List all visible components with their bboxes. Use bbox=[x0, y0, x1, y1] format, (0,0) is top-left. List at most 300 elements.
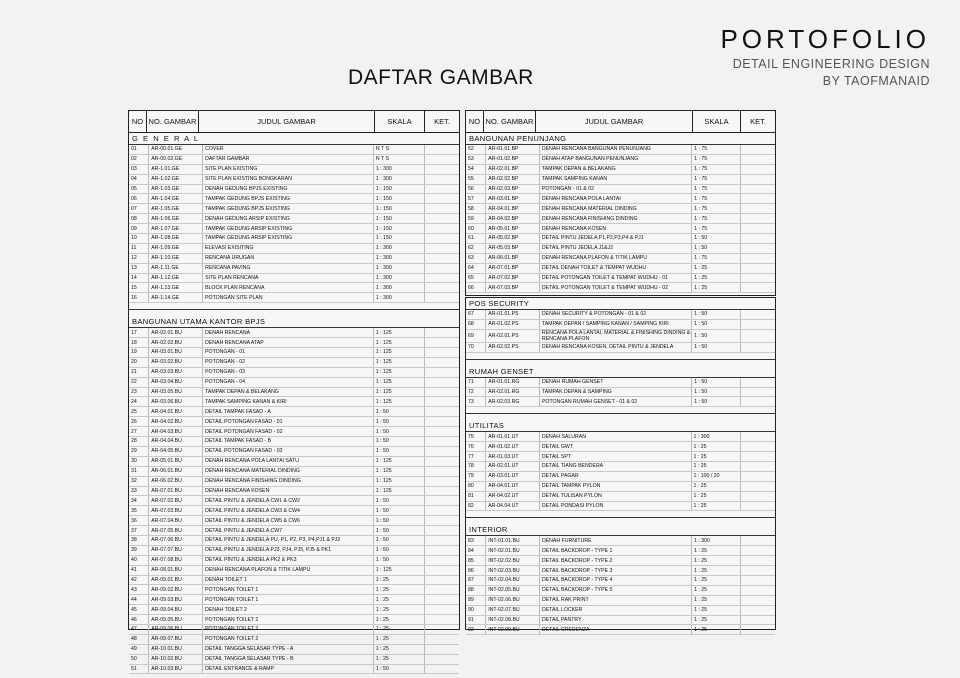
cell-scale: 1 : 50 bbox=[373, 417, 424, 427]
cell-code: AR-02.01.RG bbox=[486, 387, 540, 397]
cell-title: DENAH RENCANA ATAP bbox=[203, 338, 374, 348]
table-row bbox=[129, 407, 459, 417]
cell-no: 27 bbox=[129, 427, 149, 437]
cell-scale: 1 : 25 bbox=[691, 462, 741, 472]
cell-no: 40 bbox=[129, 555, 149, 565]
cell-code: AR-1.01.GE bbox=[149, 164, 203, 174]
table-row bbox=[466, 184, 775, 194]
table-row bbox=[129, 446, 459, 456]
cell-no: 50 bbox=[129, 654, 149, 664]
cell-code: INT-02.04.BU bbox=[486, 576, 540, 586]
cell-title: POTONGAN TOILET 1 bbox=[203, 585, 374, 595]
cell-code: INT-02.03.BU bbox=[486, 566, 540, 576]
cell-scale: N T S bbox=[373, 145, 424, 154]
cell-ket bbox=[424, 456, 459, 466]
cell-title: RENCANA POLA LANTAI, MATERIAL & FINISHING DINDING & RENCANA PLAFON bbox=[539, 329, 691, 342]
cell-title: SITE PLAN EXISTING bbox=[203, 164, 374, 174]
drawing-list-right-bottom bbox=[465, 297, 776, 633]
table-row bbox=[129, 496, 459, 506]
cell-title: DETAIL PINTU JEDELA J1&J2 bbox=[539, 243, 691, 253]
cell-scale: 1 : 300 bbox=[373, 243, 424, 253]
cell-ket bbox=[424, 496, 459, 506]
cell-code: AR-02.01.UT bbox=[486, 462, 540, 472]
section-title: BANGUNAN UTAMA KANTOR BPJS bbox=[129, 316, 459, 328]
cell-ket bbox=[741, 442, 775, 452]
table-row bbox=[129, 634, 459, 644]
cell-ket bbox=[741, 164, 775, 174]
cell-title: DETAIL BACKDROP - TYPE 3 bbox=[539, 566, 691, 576]
cell-code: INT-02.06.BU bbox=[486, 595, 540, 605]
cell-code: AR-03.01.UT bbox=[486, 471, 540, 481]
cell-ket bbox=[741, 214, 775, 224]
table-row bbox=[466, 471, 775, 481]
cell-ket bbox=[424, 516, 459, 526]
cell-ket bbox=[741, 154, 775, 164]
cell-no: 03 bbox=[129, 164, 149, 174]
cell-code: AR-02.01.BU bbox=[149, 328, 203, 337]
cell-scale: 1 : 75 bbox=[692, 145, 741, 154]
table-row bbox=[466, 194, 775, 204]
cell-no: 59 bbox=[466, 214, 486, 224]
cell-scale: 1 : 50 bbox=[373, 545, 424, 555]
cell-title: DENAH RENCANA KOSEN bbox=[203, 486, 374, 496]
cell-code: INT-02.08.BU bbox=[486, 615, 540, 625]
table-row bbox=[129, 486, 459, 496]
cell-scale: 1 : 50 bbox=[692, 243, 741, 253]
cell-scale: 1 : 50 bbox=[373, 496, 424, 506]
cell-title: DENAH RENCANA FINISHING DINDING bbox=[539, 214, 691, 224]
cell-no: 05 bbox=[129, 184, 149, 194]
cell-title: RENCANA PAVING bbox=[203, 263, 374, 273]
cell-title: DETAIL GWT bbox=[539, 442, 691, 452]
cell-title: DETAIL TIANG BENDERA bbox=[539, 462, 691, 472]
table-row bbox=[466, 319, 775, 329]
cell-scale: 1 : 50 bbox=[373, 516, 424, 526]
cell-title: DENAH RENCANA bbox=[203, 328, 374, 337]
cell-ket bbox=[424, 506, 459, 516]
table-row bbox=[129, 575, 459, 585]
cell-code: AR-1.14.GE bbox=[149, 293, 203, 303]
table-row bbox=[466, 585, 775, 595]
cell-ket bbox=[424, 654, 459, 664]
cell-title: DETAIL TAMPAK FASAD - A bbox=[203, 407, 374, 417]
cell-scale: 1 : 25 bbox=[692, 273, 741, 283]
table-row bbox=[129, 145, 459, 154]
cell-scale: 1 : 300 bbox=[692, 536, 741, 545]
cell-code: AR-07.03.BP bbox=[486, 283, 540, 293]
cell-title: DETAIL SPT bbox=[539, 452, 691, 462]
table-row bbox=[466, 491, 775, 501]
cell-code: AR-05.02.BP bbox=[486, 234, 540, 244]
cell-ket bbox=[424, 377, 459, 387]
cell-ket bbox=[741, 481, 775, 491]
cell-no: 84 bbox=[466, 546, 486, 556]
cell-ket bbox=[424, 555, 459, 565]
cell-no: 19 bbox=[129, 348, 149, 358]
cell-ket bbox=[424, 605, 459, 615]
cell-scale: 1 : 75 bbox=[692, 253, 741, 263]
cell-code: AR-07.05.BU bbox=[149, 526, 203, 536]
cell-ket bbox=[424, 293, 459, 303]
cell-scale: 1 : 50 bbox=[373, 446, 424, 456]
cell-no: 92 bbox=[466, 625, 486, 635]
cell-title: RENCANA URUGAN bbox=[203, 253, 374, 263]
table-row bbox=[129, 506, 459, 516]
cell-code: INT-02.01.BU bbox=[486, 546, 540, 556]
cell-title: DETAIL RAK PRINT bbox=[539, 595, 691, 605]
table-row bbox=[466, 329, 775, 342]
section-divider bbox=[466, 359, 775, 366]
cell-no: 63 bbox=[466, 253, 486, 263]
cell-scale: 1 : 25 bbox=[692, 566, 741, 576]
table-row bbox=[129, 253, 459, 263]
cell-ket bbox=[424, 253, 459, 263]
cell-code: AR-06.01.BP bbox=[486, 253, 540, 263]
cell-scale: 1 : 50 bbox=[692, 329, 741, 342]
cell-no: 88 bbox=[466, 585, 486, 595]
section-table bbox=[466, 536, 775, 635]
cell-no: 52 bbox=[466, 145, 486, 154]
cell-code: AR-08.01.BU bbox=[149, 565, 203, 575]
cell-title: POTONGAN - 04 bbox=[203, 377, 374, 387]
section-table bbox=[466, 310, 775, 353]
cell-ket bbox=[424, 224, 459, 234]
cell-code: AR-03.04.BU bbox=[149, 377, 203, 387]
cell-ket bbox=[424, 263, 459, 273]
cell-ket bbox=[741, 462, 775, 472]
table-row bbox=[129, 535, 459, 545]
cell-no: 66 bbox=[466, 283, 486, 293]
cell-ket bbox=[424, 486, 459, 496]
cell-scale: 1 : 50 bbox=[692, 234, 741, 244]
cell-no: 07 bbox=[129, 204, 149, 214]
cell-ket bbox=[741, 556, 775, 566]
cell-code: AR-1.03.GE bbox=[149, 184, 203, 194]
cell-ket bbox=[741, 224, 775, 234]
cell-title: DETAIL PINTU & JENDELA PJ3, PJ4, PJ5, PJ5 & PK1 bbox=[203, 545, 374, 555]
section-rumah-genset bbox=[466, 366, 775, 408]
cell-code: AR-04.01.BU bbox=[149, 407, 203, 417]
cell-title: DENAH RENCANA POLA LANTAI bbox=[539, 194, 691, 204]
cell-code: AR-09.06.BU bbox=[149, 624, 203, 634]
cell-no: 82 bbox=[466, 501, 486, 511]
cell-code: AR-01.02.PS bbox=[486, 319, 540, 329]
cell-no: 30 bbox=[129, 456, 149, 466]
cell-ket bbox=[424, 624, 459, 634]
table-row bbox=[466, 145, 775, 154]
cell-ket bbox=[741, 310, 775, 319]
cell-no: 14 bbox=[129, 273, 149, 283]
cell-code: AR-04.02.UT bbox=[486, 491, 540, 501]
cell-code: AR-03.03.BU bbox=[149, 367, 203, 377]
section-title: POS SECURITY bbox=[466, 298, 775, 310]
cell-ket bbox=[424, 243, 459, 253]
table-row bbox=[466, 387, 775, 397]
table-row bbox=[129, 194, 459, 204]
cell-scale: N T S bbox=[373, 154, 424, 164]
cell-scale: 1 : 25 bbox=[692, 585, 741, 595]
cell-scale: 1 : 300 bbox=[691, 432, 741, 441]
cell-scale: 1 : 300 bbox=[373, 293, 424, 303]
cell-no: 86 bbox=[466, 566, 486, 576]
section-interior bbox=[466, 524, 775, 635]
cell-code: INT-01.01.BU bbox=[486, 536, 540, 545]
table-row bbox=[466, 546, 775, 556]
table-row bbox=[466, 481, 775, 491]
cell-ket bbox=[741, 194, 775, 204]
cell-scale: 1 : 300 bbox=[373, 253, 424, 263]
cell-code: AR-01.01.RG bbox=[486, 378, 540, 387]
cell-no: 11 bbox=[129, 243, 149, 253]
cell-code: AR-09.07.BU bbox=[149, 634, 203, 644]
cell-code: AR-05.03.BP bbox=[486, 243, 540, 253]
cell-title: TAMPAK DEPAN & BELAKANG bbox=[203, 387, 374, 397]
section-bangunan-penunjang bbox=[466, 133, 775, 293]
cell-scale: 1 : 75 bbox=[692, 224, 741, 234]
cell-no: 37 bbox=[129, 526, 149, 536]
cell-code: AR-02.02.BP bbox=[486, 174, 540, 184]
cell-title: TAMPAK SAMPING KANAN bbox=[539, 174, 691, 184]
cell-code: AR-1.13.GE bbox=[149, 283, 203, 293]
cell-code: AR-09.04.BU bbox=[149, 605, 203, 615]
table-row bbox=[466, 253, 775, 263]
header-scale: SKALA bbox=[693, 111, 741, 132]
cell-ket bbox=[741, 615, 775, 625]
cell-scale: 1 : 300 bbox=[373, 164, 424, 174]
cell-code: AR-1.06.GE bbox=[149, 214, 203, 224]
cell-no: 77 bbox=[466, 452, 486, 462]
page-title: DAFTAR GAMBAR bbox=[348, 66, 534, 89]
section-divider bbox=[129, 309, 459, 316]
cell-no: 49 bbox=[129, 644, 149, 654]
cell-code: AR-04.04.UT bbox=[486, 501, 540, 511]
table-row bbox=[129, 555, 459, 565]
header-ket: KET. bbox=[434, 117, 450, 126]
section-table bbox=[129, 145, 459, 303]
cell-ket bbox=[741, 342, 775, 352]
cell-ket bbox=[741, 273, 775, 283]
cell-code: AR-01.01.PS bbox=[486, 310, 540, 319]
cell-code: AR-06.02.BU bbox=[149, 476, 203, 486]
table-row bbox=[129, 437, 459, 447]
cell-scale: 1 : 50 bbox=[692, 378, 741, 387]
table-row bbox=[129, 545, 459, 555]
cell-no: 33 bbox=[129, 486, 149, 496]
cell-ket bbox=[741, 204, 775, 214]
cell-scale: 1 : 25 bbox=[373, 585, 424, 595]
cell-ket bbox=[741, 432, 775, 441]
cell-ket bbox=[424, 273, 459, 283]
cell-no: 44 bbox=[129, 595, 149, 605]
cell-ket bbox=[424, 535, 459, 545]
brand-title: PORTOFOLIO bbox=[720, 24, 930, 54]
cell-no: 18 bbox=[129, 338, 149, 348]
cell-scale: 1 : 50 bbox=[373, 437, 424, 447]
cell-no: 15 bbox=[129, 283, 149, 293]
cell-no: 72 bbox=[466, 387, 486, 397]
cell-title: POTONGAN TOILET 2 bbox=[203, 634, 374, 644]
table-row bbox=[129, 654, 459, 664]
cell-code: AR-02.02.BU bbox=[149, 338, 203, 348]
header-ket: KET. bbox=[750, 117, 766, 126]
cell-title: TAMPAK GEDUNG BPJS EXISTING bbox=[203, 194, 374, 204]
cell-scale: 1 : 25 bbox=[691, 442, 741, 452]
cell-code: AR-1.09.GE bbox=[149, 243, 203, 253]
cell-scale: 1 : 25 bbox=[692, 615, 741, 625]
cell-scale: 1 : 25 bbox=[373, 595, 424, 605]
cell-ket bbox=[424, 575, 459, 585]
cell-code: AR-1.11.GE bbox=[149, 263, 203, 273]
table-row bbox=[129, 234, 459, 244]
cell-scale: 1 : 150 bbox=[373, 234, 424, 244]
cell-title: DENAH RENCANA PLAFON & TITIK LAMPU bbox=[203, 565, 374, 575]
cell-code: AR-07.03.BU bbox=[149, 506, 203, 516]
cell-no: 20 bbox=[129, 357, 149, 367]
cell-code: AR-09.02.BU bbox=[149, 585, 203, 595]
cell-no: 38 bbox=[129, 535, 149, 545]
cell-scale: 1 : 25 bbox=[373, 654, 424, 664]
cell-scale: 1 : 25 bbox=[373, 605, 424, 615]
cell-scale: 1 : 125 bbox=[373, 387, 424, 397]
cell-ket bbox=[741, 576, 775, 586]
section-divider bbox=[466, 517, 775, 524]
cell-code: AR-1.05.GE bbox=[149, 204, 203, 214]
cell-no: 56 bbox=[466, 184, 486, 194]
cell-no: 51 bbox=[129, 664, 149, 674]
cell-title: DETAIL TULISAN PYLON bbox=[539, 491, 691, 501]
cell-title: TAMPAK GEDUNG ARSIP EXISTING bbox=[203, 224, 374, 234]
cell-no: 80 bbox=[466, 481, 486, 491]
cell-code: AR-10.03.BU bbox=[149, 664, 203, 674]
cell-scale: 1 : 25 bbox=[692, 595, 741, 605]
table-row bbox=[129, 526, 459, 536]
section-title: BANGUNAN PENUNJANG bbox=[466, 133, 775, 145]
cell-ket bbox=[741, 263, 775, 273]
cell-ket bbox=[741, 234, 775, 244]
table-row bbox=[466, 204, 775, 214]
section-table bbox=[466, 145, 775, 293]
cell-no: 76 bbox=[466, 442, 486, 452]
drawing-list-right-top bbox=[465, 110, 776, 296]
cell-title: DETAIL TANGGA SELASAR TYPE - B bbox=[203, 654, 374, 664]
cell-title: BLOCK PLAN RENCANA bbox=[203, 283, 374, 293]
cell-code: AR-10.02.BU bbox=[149, 654, 203, 664]
cell-title: DENAH RENCANA KOSEN bbox=[539, 224, 691, 234]
cell-code: AR-03.01.BP bbox=[486, 194, 540, 204]
table-row bbox=[129, 605, 459, 615]
cell-title: DENAH TOILET 2 bbox=[203, 605, 374, 615]
cell-title: DETAIL ENTRANCE & RAMP bbox=[203, 664, 374, 674]
cell-title: TAMPAK DEPAN / SAMPING KANAN / SAMPING KIRI bbox=[539, 319, 691, 329]
cell-code: AR-01.02.UT bbox=[486, 442, 540, 452]
cell-scale: 1 : 75 bbox=[692, 214, 741, 224]
table-row bbox=[466, 224, 775, 234]
cell-ket bbox=[424, 234, 459, 244]
cell-no: 69 bbox=[466, 329, 486, 342]
table-row bbox=[129, 154, 459, 164]
cell-title: TAMPAK GEDUNG BPJS EXISTING bbox=[203, 204, 374, 214]
brand-subtitle: DETAIL ENGINEERING DESIGN bbox=[732, 57, 930, 71]
cell-no: 70 bbox=[466, 342, 486, 352]
cell-no: 60 bbox=[466, 224, 486, 234]
cell-title: DENAH SALURAN bbox=[539, 432, 691, 441]
section-pos-security bbox=[466, 298, 775, 353]
cell-no: 41 bbox=[129, 565, 149, 575]
cell-title: TAMPAK GEDUNG ARSIP EXISTING bbox=[203, 234, 374, 244]
cell-title: DETAIL PINTU & JENDELA PK2 & PK3 bbox=[203, 555, 374, 565]
cell-title: DENAH GEDUNG ARSIP EXISTING bbox=[203, 214, 374, 224]
header-no: NO bbox=[129, 111, 147, 132]
cell-title: DETAIL POTONGAN FASAD - 02 bbox=[203, 427, 374, 437]
cell-ket bbox=[424, 194, 459, 204]
cell-title: DENAH RENCANA KOSEN, DETAIL PINTU & JENDELA bbox=[539, 342, 691, 352]
cell-scale: 1 : 50 bbox=[373, 526, 424, 536]
header-title: JUDUL GAMBAR bbox=[199, 111, 375, 132]
table-row bbox=[129, 367, 459, 377]
cell-scale: 1 : 25 bbox=[373, 624, 424, 634]
cell-code: AR-09.01.BU bbox=[149, 575, 203, 585]
cell-title: POTONGAN RUMAH GENSET - 01 & 02 bbox=[539, 397, 691, 407]
cell-scale: 1 : 25 bbox=[373, 615, 424, 625]
cell-no: 04 bbox=[129, 174, 149, 184]
cell-ket bbox=[741, 145, 775, 154]
cell-scale: 1 : 300 bbox=[373, 263, 424, 273]
section-table bbox=[129, 328, 459, 674]
cell-title: DETAIL PANTRY bbox=[539, 615, 691, 625]
cell-code: AR-07.06.BU bbox=[149, 535, 203, 545]
cell-code: AR-01.01.UT bbox=[486, 432, 540, 441]
cell-no: 83 bbox=[466, 536, 486, 545]
cell-no: 46 bbox=[129, 615, 149, 625]
cell-scale: 1 : 25 bbox=[692, 283, 741, 293]
cell-code: AR-02.01.PS bbox=[486, 329, 540, 342]
table-row bbox=[129, 565, 459, 575]
cell-no: 25 bbox=[129, 407, 149, 417]
cell-ket bbox=[741, 253, 775, 263]
cell-code: AR-07.01.BU bbox=[149, 486, 203, 496]
cell-ket bbox=[424, 204, 459, 214]
cell-no: 32 bbox=[129, 476, 149, 486]
table-row bbox=[129, 184, 459, 194]
cell-ket bbox=[741, 184, 775, 194]
cell-title: DETAIL DENAH TOILET & TEMPAT WUDHU bbox=[539, 263, 691, 273]
cell-ket bbox=[424, 466, 459, 476]
cell-title: DETAIL PINTU & JENDELA CW7 bbox=[203, 526, 374, 536]
section-table bbox=[466, 432, 775, 511]
cell-ket bbox=[424, 184, 459, 194]
table-row bbox=[129, 243, 459, 253]
cell-scale: 1 : 50 bbox=[692, 319, 741, 329]
cell-code: AR-04.01.BP bbox=[486, 204, 540, 214]
cell-ket bbox=[741, 595, 775, 605]
cell-ket bbox=[424, 407, 459, 417]
section-general bbox=[129, 133, 459, 303]
cell-scale: 1 : 50 bbox=[373, 506, 424, 516]
cell-no: 26 bbox=[129, 417, 149, 427]
cell-ket bbox=[741, 536, 775, 545]
cell-ket bbox=[424, 357, 459, 367]
cell-title: DETAIL PAGAR bbox=[539, 471, 691, 481]
cell-scale: 1 : 150 bbox=[373, 204, 424, 214]
cell-title: DETAIL CREDENZA bbox=[539, 625, 691, 635]
header-title: JUDUL GAMBAR bbox=[536, 111, 693, 132]
cell-title: DENAH RENCANA FINISHING DINDING bbox=[203, 476, 374, 486]
cell-ket bbox=[424, 145, 459, 154]
cell-no: 89 bbox=[466, 595, 486, 605]
cell-scale: 1 : 150 bbox=[373, 194, 424, 204]
section-title: G E N E R A L bbox=[129, 133, 459, 145]
cell-scale: 1 : 25 bbox=[691, 452, 741, 462]
